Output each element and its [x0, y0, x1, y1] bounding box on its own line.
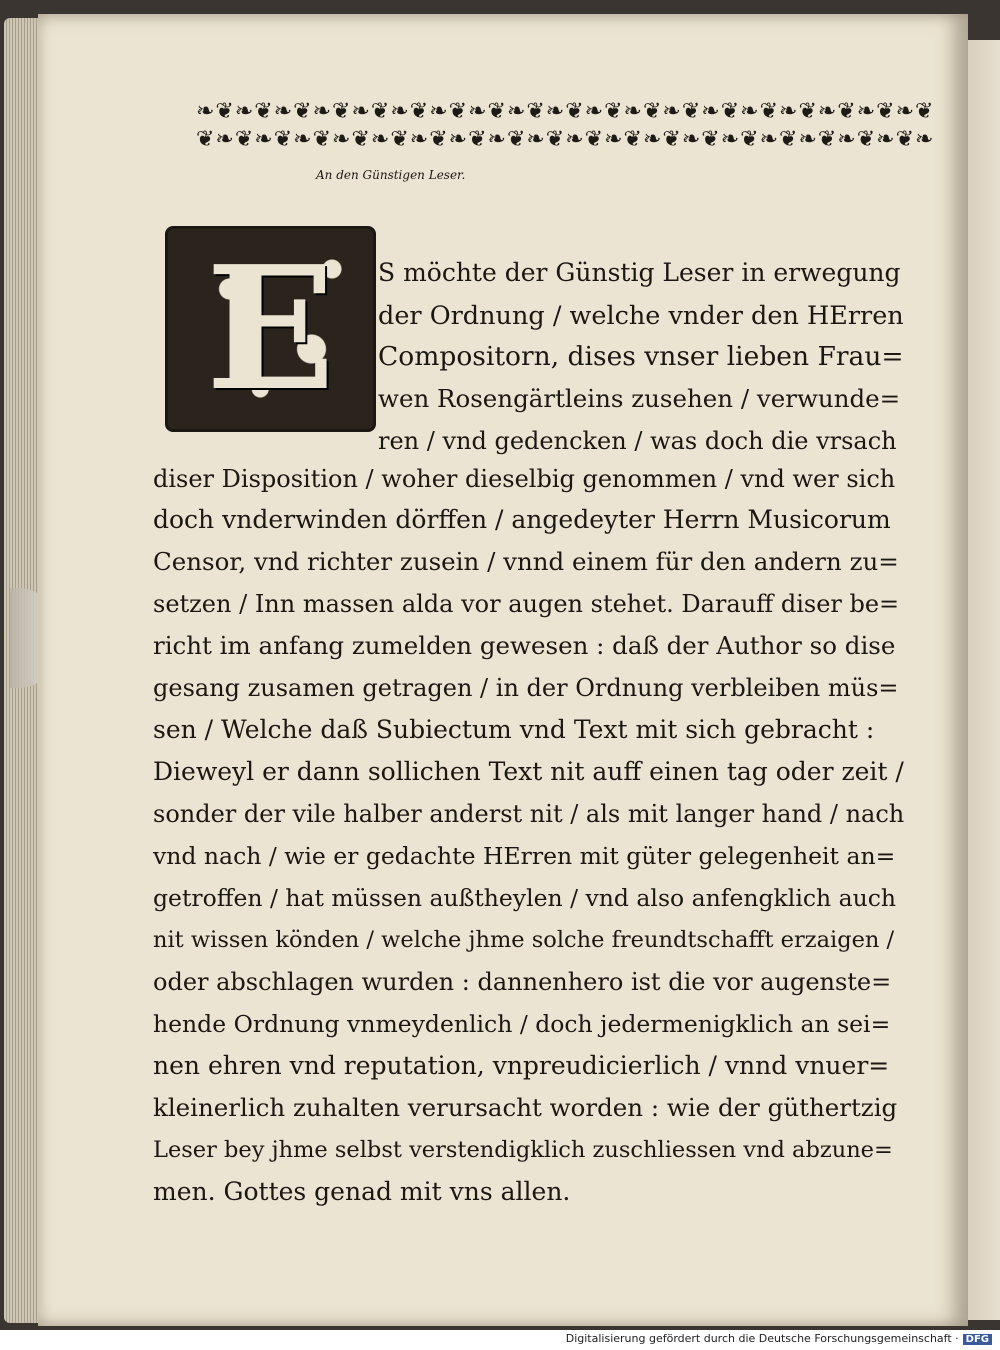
dfg-logo: DFG: [963, 1334, 992, 1345]
text-line: doch vnderwinden dörffen / angedeyter Herrn Musicorum: [153, 505, 891, 534]
text-line: ren / vnd gedencken / was doch die vrsach: [378, 427, 897, 455]
footer-credit: [566, 1332, 992, 1345]
text-line: sonder der vile halber anderst nit / als mit langer hand / nach: [153, 800, 905, 828]
text-line: diser Disposition / woher dieselbig genommen / vnd wer sich: [153, 465, 896, 493]
text-line: men. Gottes genad mit vns allen.: [153, 1177, 571, 1206]
text-line: wen Rosengärtleins zusehen / verwunde=: [378, 384, 901, 413]
book-page: [38, 14, 968, 1326]
decorated-initial: [165, 226, 376, 432]
ornament-row: ❧❦❧❦❧❦❧❦❧❦❧❦❧❦❧❦❧❦❧❦❧❦❧❦❧❦❧❦❧❦❧❦❧❦❧❦❧❦: [196, 99, 935, 124]
text-line: nen ehren vnd reputation, vnpreudicierlich / vnnd vnuer=: [153, 1051, 890, 1080]
text-line: gesang zusamen getragen / in der Ordnung verbleiben müs=: [153, 674, 899, 702]
ornament-border: [196, 98, 935, 156]
text-line: sen / Welche daß Subiectum vnd Text mit sich gebracht :: [153, 715, 875, 744]
text-line: hende Ordnung vnmeydenlich / doch jedermenigklich an sei=: [153, 1010, 891, 1038]
footer-credit-text: Digitalisierung gefördert durch die Deutsche Forschungsgemeinschaft ·: [565, 1332, 959, 1345]
ornament-row: ❦❧❦❧❦❧❦❧❦❧❦❧❦❧❦❧❦❧❦❧❦❧❦❧❦❧❦❧❦❧❦❧❦❧❦❧❦❧: [196, 127, 935, 152]
text-line: kleinerlich zuhalten verursacht worden : wie der güthertzig: [153, 1093, 898, 1122]
text-line: Censor, vnd richter zusein / vnnd einem für den andern zu=: [153, 547, 899, 576]
initial-letter: E: [205, 229, 336, 429]
text-line: Leser bey jhme selbst verstendigklich zuschliessen vnd abzune=: [153, 1137, 893, 1163]
text-line: Dieweyl er dann sollichen Text nit auff einen tag oder zeit /: [153, 757, 904, 786]
text-line: vnd nach / wie er gedachte HErren mit güter gelegenheit an=: [153, 842, 896, 870]
text-line: nit wissen könden / welche jhme solche freundtschafft erzaigen /: [153, 927, 895, 953]
text-line: S möchte der Günstig Leser in erwegung: [378, 258, 901, 287]
footer-bar: [0, 1330, 1000, 1350]
text-line: der Ordnung / welche vnder den HErren: [378, 301, 904, 331]
page-heading: An den Günstigen Leser.: [316, 168, 466, 182]
text-line: oder abschlagen wurden : dannenhero ist die vor augenste=: [153, 968, 892, 996]
text-line: richt im anfang zumelden gewesen : daß der Author so dise: [153, 631, 896, 660]
text-line: Compositorn, dises vnser lieben Frau=: [378, 341, 904, 372]
text-line: getroffen / hat müssen außtheylen / vnd also anfengklich auch: [153, 884, 897, 912]
text-line: setzen / Inn massen alda vor augen stehet. Darauff diser be=: [153, 590, 900, 618]
